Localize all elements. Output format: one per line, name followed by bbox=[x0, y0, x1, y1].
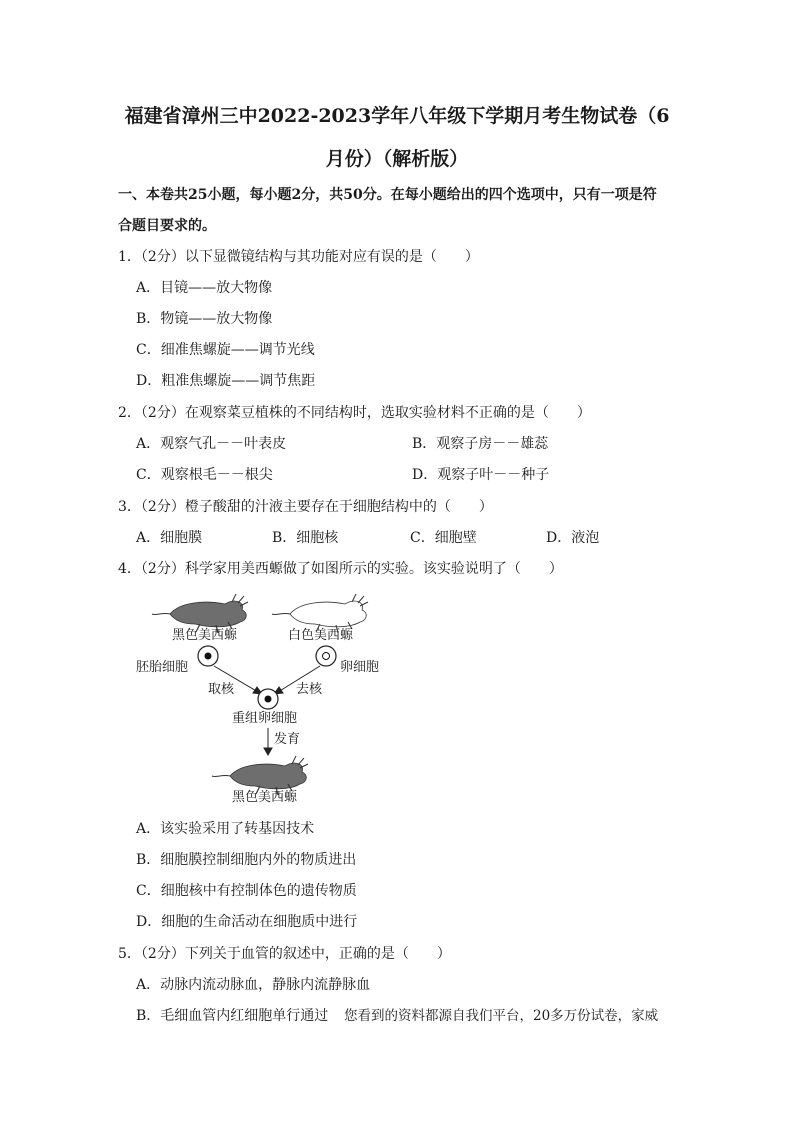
diagram-label-egg-cell: 卵细胞 bbox=[340, 660, 380, 675]
question-2-option-c: C．观察根毛－－根尖 bbox=[136, 467, 273, 483]
diagram-graphics bbox=[130, 584, 430, 810]
question-1-option-a: A．目镜——放大物像 bbox=[136, 280, 273, 296]
question-2-option-d: D．观察子叶－－种子 bbox=[412, 467, 550, 483]
question-4-option-b: B．细胞膜控制细胞内外的物质进出 bbox=[136, 852, 357, 868]
diagram-label-black-axolotl: 黑色美西螈 bbox=[172, 628, 238, 643]
question-2-option-a: A．观察气孔－－叶表皮 bbox=[136, 436, 287, 452]
exam-title-line2: 月份）（解析版） bbox=[325, 148, 469, 170]
watermark-text: 您看到的资料都源自我们平台，20多万份试卷，家威 bbox=[344, 1008, 659, 1024]
question-4-option-a: A．该实验采用了转基因技术 bbox=[136, 821, 315, 837]
diagram-label-remove-nucleus: 去核 bbox=[296, 682, 323, 697]
axolotl-nuclear-transfer-diagram bbox=[130, 584, 430, 810]
question-1-option-d: D．粗准焦螺旋——调节焦距 bbox=[136, 373, 316, 389]
diagram-label-embryo-cell: 胚胎细胞 bbox=[136, 660, 189, 675]
section-instruction-line2: 合题目要求的。 bbox=[118, 218, 216, 234]
question-4-option-d: D．细胞的生命活动在细胞质中进行 bbox=[136, 914, 358, 930]
question-3-option-c: C．细胞壁 bbox=[410, 530, 477, 546]
section-instruction-line1: 一、本卷共25小题，每小题2分，共50分。在每小题给出的四个选项中，只有一项是符 bbox=[118, 187, 657, 203]
question-3-option-a: A．细胞膜 bbox=[136, 530, 203, 546]
question-5-stem: 5．（2分）下列关于血管的叙述中，正确的是（ ） bbox=[118, 946, 451, 962]
diagram-label-white-axolotl: 白色美西螈 bbox=[288, 628, 354, 643]
embryo-cell-icon bbox=[198, 646, 218, 666]
question-2-stem: 2．（2分）在观察菜豆植株的不同结构时，选取实验材料不正确的是（ ） bbox=[118, 405, 591, 421]
question-4-option-c: C．细胞核中有控制体色的遗传物质 bbox=[136, 883, 357, 899]
question-1-stem: 1．（2分）以下显微镜结构与其功能对应有误的是（ ） bbox=[118, 249, 479, 265]
question-5-option-b: B．毛细血管内红细胞单行通过 bbox=[136, 1008, 329, 1024]
question-4-stem: 4．（2分）科学家用美西螈做了如图所示的实验。该实验说明了（ ） bbox=[118, 561, 563, 577]
question-1-option-c: C．细准焦螺旋——调节光线 bbox=[136, 342, 315, 358]
question-3-option-d: D．液泡 bbox=[546, 530, 600, 546]
question-2-option-b: B．观察子房－－雄蕊 bbox=[412, 436, 549, 452]
diagram-label-develop: 发育 bbox=[274, 732, 301, 747]
question-3-stem: 3．（2分）橙子酸甜的汁液主要存在于细胞结构中的（ ） bbox=[118, 499, 493, 515]
diagram-label-recombined-cell: 重组卵细胞 bbox=[232, 711, 298, 726]
diagram-label-result-axolotl: 黑色美西螈 bbox=[232, 790, 298, 805]
question-3-option-b: B．细胞核 bbox=[272, 530, 339, 546]
question-1-option-b: B．物镜——放大物像 bbox=[136, 311, 273, 327]
diagram-label-take-nucleus: 取核 bbox=[208, 682, 235, 697]
recombined-cell-icon bbox=[258, 689, 278, 709]
egg-cell-icon bbox=[316, 646, 336, 666]
exam-title-line1: 福建省漳州三中2022-2023学年八年级下学期月考生物试卷（6 bbox=[124, 105, 670, 127]
develop-arrow bbox=[264, 728, 272, 755]
question-5-option-a: A．动脉内流动脉血，静脉内流静脉血 bbox=[136, 977, 371, 993]
